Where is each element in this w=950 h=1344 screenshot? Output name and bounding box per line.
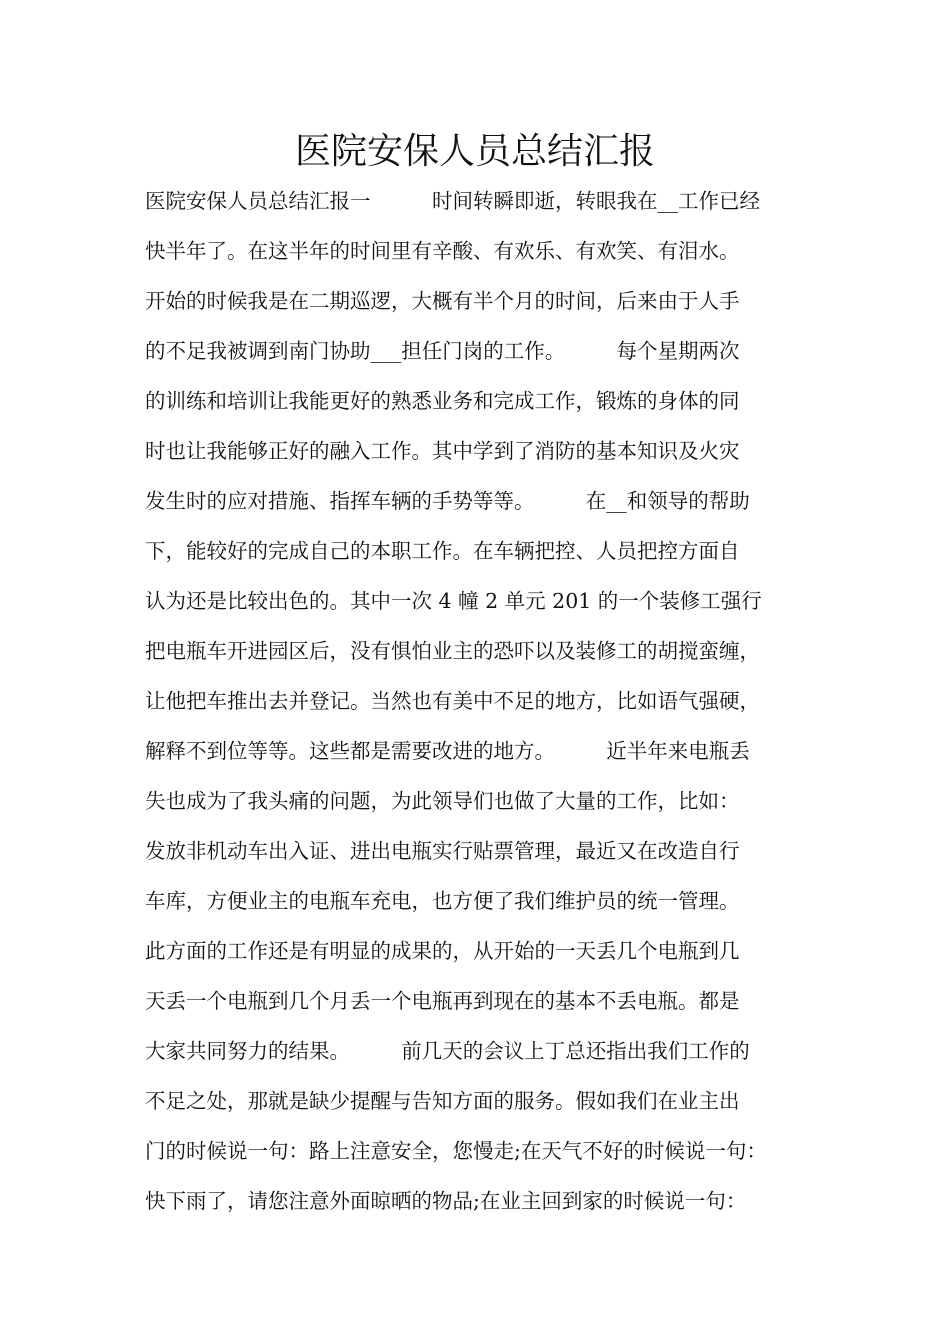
body-line: 发生时的应对措施、指挥车辆的手势等等。 在__和领导的帮助 (145, 489, 750, 513)
body-line: 的不足我被调到南门协助___担任门岗的工作。 每个星期两次 (145, 339, 740, 363)
body-line: 门的时候说一句：路上注意安全，您慢走;在天气不好的时候说一句： (145, 1139, 767, 1163)
body-line: 让他把车推出去并登记。当然也有美中不足的地方，比如语气强硬， (145, 689, 760, 713)
body-line: 下，能较好的完成自己的本职工作。在车辆把控、人员把控方面自 (145, 539, 740, 563)
body-line: 开始的时候我是在二期巡逻，大概有半个月的时间，后来由于人手 (145, 289, 740, 313)
body-line: 医院安保人员总结汇报一 时间转瞬即逝，转眼我在__工作已经 (145, 189, 760, 213)
body-line: 此方面的工作还是有明显的成果的，从开始的一天丢几个电瓶到几 (145, 939, 740, 963)
body-line: 解释不到位等等。这些都是需要改进的地方。 近半年来电瓶丢 (145, 739, 750, 763)
body-line: 把电瓶车开进园区后，没有惧怕业主的恐吓以及装修工的胡搅蛮缠， (145, 639, 760, 663)
body-line: 车库，方便业主的电瓶车充电，也方便了我们维护员的统一管理。 (145, 889, 740, 913)
body-line: 发放非机动车出入证、进出电瓶实行贴票管理，最近又在改造自行 (145, 839, 740, 863)
body-line: 认为还是比较出色的。其中一次 4 幢 2 单元 201 的一个装修工强行 (145, 589, 762, 613)
body-line: 时也让我能够正好的融入工作。其中学到了消防的基本知识及火灾 (145, 439, 740, 463)
document-body (145, 176, 825, 1226)
body-line: 的训练和培训让我能更好的熟悉业务和完成工作，锻炼的身体的同 (145, 389, 740, 413)
body-line: 天丢一个电瓶到几个月丢一个电瓶再到现在的基本不丢电瓶。都是 (145, 989, 740, 1013)
body-line: 快下雨了，请您注意外面晾晒的物品;在业主回到家的时候说一句： (145, 1189, 747, 1213)
body-line: 快半年了。在这半年的时间里有辛酸、有欢乐、有欢笑、有泪水。 (145, 239, 740, 263)
body-line: 不足之处，那就是缺少提醒与告知方面的服务。假如我们在业主出 (145, 1089, 740, 1113)
body-line: 大家共同努力的结果。 前几天的会议上丁总还指出我们工作的 (145, 1039, 750, 1063)
document-title: 医院安保人员总结汇报 (294, 131, 655, 172)
body-line: 失也成为了我头痛的问题，为此领导们也做了大量的工作，比如： (145, 789, 740, 813)
